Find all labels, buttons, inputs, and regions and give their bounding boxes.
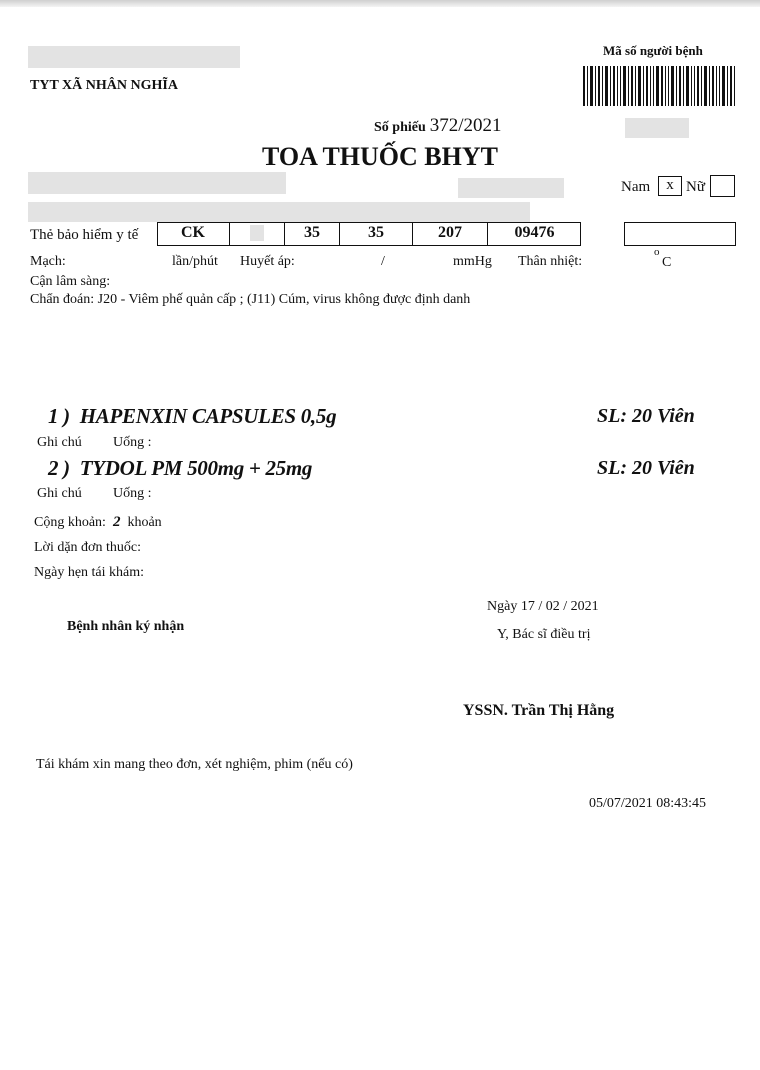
insurance-cell: 207 (412, 222, 487, 246)
prescription-name: HAPENXIN CAPSULES 0,5g (79, 404, 337, 428)
prescription-name: TYDOL PM 500mg + 25mg (79, 456, 313, 480)
gender-male-checkbox[interactable]: x (658, 176, 682, 196)
clinic-name: TYT XÃ NHÂN NGHĨA (30, 78, 178, 93)
patient-id-label: Mã số người bệnh (603, 43, 703, 58)
prescription-usage: Uống : (113, 435, 152, 450)
print-timestamp: 05/07/2021 08:43:45 (589, 796, 707, 811)
redacted-block (250, 225, 264, 241)
insurance-label: Thẻ bảo hiểm y tế (30, 227, 139, 243)
doctor-role: Y, Bác sĩ điều trị (497, 627, 591, 642)
temperature-label: Thân nhiệt: (518, 254, 583, 269)
insurance-cell (229, 222, 284, 246)
prescription-date: Ngày 17 / 02 / 2021 (487, 599, 599, 614)
slip-number (374, 115, 502, 137)
page-top-edge (0, 0, 760, 7)
labs-label: Cận lâm sàng: (30, 274, 111, 289)
total-label: Cộng khoản: (34, 515, 106, 530)
blood-pressure-unit: mmHg (453, 254, 492, 269)
advice-label: Lời dặn đơn thuốc: (34, 540, 141, 555)
prescription-index: 2 ) (48, 456, 70, 480)
prescription-usage: Uống : (113, 486, 152, 501)
prescription-item (48, 456, 312, 481)
insurance-cell: CK (181, 224, 205, 241)
prescription-note-label: Ghi chú (37, 435, 82, 450)
gender-female-checkbox[interactable] (710, 175, 735, 197)
diagnosis: Chẩn đoán: J20 - Viêm phế quản cấp ; (J11) Cúm, virus không được định danh (30, 292, 471, 307)
total-unit: khoản (127, 515, 162, 530)
footer-note: Tái khám xin mang theo đơn, xét nghiệm, phim (nếu có) (36, 757, 353, 772)
pulse-label: Mạch: (30, 254, 66, 269)
insurance-cell: 35 (284, 222, 339, 246)
insurance-extra-box (624, 222, 736, 246)
gender-female-label: Nữ (686, 179, 705, 195)
barcode-icon (583, 66, 735, 106)
gender-male-label: Nam (621, 179, 651, 195)
doctor-name: YSSN. Trần Thị Hằng (463, 702, 615, 719)
slip-number-value: 372/2021 (429, 115, 502, 136)
total-items (34, 514, 162, 531)
degree-symbol: o (654, 246, 660, 258)
followup-label: Ngày hẹn tái khám: (34, 565, 145, 580)
page-title: TOA THUỐC BHYT (262, 142, 498, 171)
redacted-block (28, 172, 286, 194)
blood-pressure-label: Huyết áp: (240, 254, 295, 269)
redacted-block (625, 118, 689, 138)
blood-pressure-separator: / (381, 254, 385, 269)
patient-signature-label: Bệnh nhân ký nhận (67, 619, 185, 634)
insurance-cell: 09476 (487, 222, 581, 246)
prescription-index: 1 ) (48, 404, 70, 428)
slip-number-label: Số phiếu (374, 120, 426, 135)
pulse-unit: lần/phút (172, 254, 218, 269)
redacted-block (458, 178, 564, 198)
prescription-quantity: SL: 20 Viên (597, 405, 695, 427)
redacted-block (28, 202, 530, 222)
prescription-item (48, 404, 336, 429)
temperature-unit: C (662, 255, 672, 270)
total-count: 2 (112, 514, 121, 530)
redacted-block (28, 46, 240, 68)
prescription-quantity: SL: 20 Viên (597, 457, 695, 479)
prescription-note-label: Ghi chú (37, 486, 82, 501)
insurance-cell: 35 (339, 222, 412, 246)
